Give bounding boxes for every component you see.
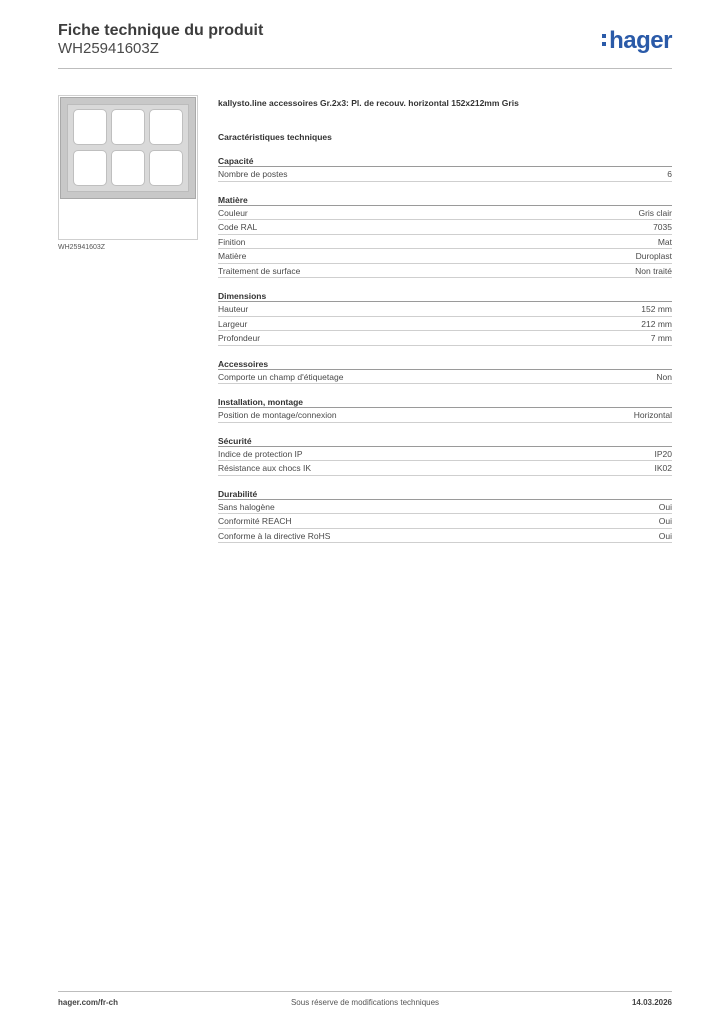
spec-group-title: Capacité <box>218 155 672 167</box>
spec-group <box>218 435 672 476</box>
spec-value: Horizontal <box>633 410 672 420</box>
image-caption: WH25941603Z <box>58 244 106 251</box>
spec-value: 7035 <box>653 222 672 232</box>
cover-plate-cell <box>73 109 107 145</box>
spec-row <box>218 370 672 385</box>
spec-value: Oui <box>658 501 672 512</box>
header-divider <box>58 68 672 69</box>
spec-row <box>218 302 672 317</box>
logo-dots-icon <box>602 32 607 48</box>
cover-plate-cell <box>149 150 183 186</box>
spec-value: 212 mm <box>641 318 672 329</box>
page-title: Fiche technique du produit <box>58 22 264 39</box>
spec-row <box>218 317 672 332</box>
spec-label: Matière <box>218 251 247 261</box>
footer-website: hager.com/fr-ch <box>58 998 119 1007</box>
cover-plate-cell <box>111 109 145 145</box>
spec-value: IP20 <box>654 448 672 459</box>
spec-group-title: Dimensions <box>218 290 672 302</box>
spec-label: Largeur <box>218 318 248 329</box>
spec-value: 152 mm <box>641 304 672 314</box>
footer-notice: Sous réserve de modifications techniques <box>290 998 440 1007</box>
spec-row <box>218 331 672 346</box>
spec-row <box>218 461 672 476</box>
spec-row <box>218 167 672 182</box>
footer-divider <box>58 991 672 992</box>
spec-value: Oui <box>658 516 672 526</box>
spec-group-title: Sécurité <box>218 435 672 447</box>
spec-label: Profondeur <box>218 333 261 343</box>
spec-row <box>218 206 672 221</box>
spec-group <box>218 290 672 346</box>
spec-value: IK02 <box>654 463 672 473</box>
spec-group <box>218 358 672 385</box>
spec-row <box>218 529 672 544</box>
page-header <box>58 22 672 70</box>
spec-groups <box>218 155 672 543</box>
spec-group <box>218 194 672 279</box>
product-image <box>60 97 196 199</box>
spec-group <box>218 396 672 423</box>
footer-date: 14.03.2026 <box>631 998 672 1007</box>
spec-row <box>218 447 672 462</box>
spec-label: Nombre de postes <box>218 169 288 179</box>
cover-plate-cell <box>111 150 145 186</box>
spec-label: Sans halogène <box>218 501 275 512</box>
cover-plate-cell <box>149 109 183 145</box>
spec-value: Non traité <box>635 265 672 276</box>
spec-label: Comporte un champ d'étiquetage <box>218 371 344 382</box>
spec-row <box>218 264 672 279</box>
spec-row <box>218 408 672 423</box>
spec-label: Code RAL <box>218 222 258 232</box>
spec-label: Hauteur <box>218 304 249 314</box>
spec-row <box>218 220 672 235</box>
spec-group-title: Matière <box>218 194 672 206</box>
spec-group <box>218 488 672 544</box>
section-heading: Caractéristiques techniques <box>218 132 332 142</box>
spec-group <box>218 155 672 182</box>
spec-row <box>218 514 672 529</box>
product-reference: WH25941603Z <box>58 40 159 57</box>
cover-plate-cell <box>73 150 107 186</box>
spec-label: Finition <box>218 236 246 247</box>
spec-label: Traitement de surface <box>218 265 301 276</box>
spec-row <box>218 249 672 264</box>
spec-label: Conforme à la directive RoHS <box>218 530 331 541</box>
spec-group-title: Accessoires <box>218 358 672 370</box>
hager-logo <box>602 27 672 55</box>
spec-value: 7 mm <box>650 333 672 343</box>
spec-label: Indice de protection IP <box>218 448 303 459</box>
spec-value: 6 <box>667 169 672 179</box>
spec-value: Oui <box>658 530 672 541</box>
spec-row <box>218 235 672 250</box>
spec-label: Position de montage/connexion <box>218 410 337 420</box>
spec-value: Gris clair <box>638 207 672 218</box>
spec-value: Duroplast <box>635 251 672 261</box>
product-description: kallysto.line accessoires Gr.2x3: Pl. de recouv. horizontal 152x212mm Gris <box>218 98 519 108</box>
spec-group-title: Durabilité <box>218 488 672 500</box>
spec-content <box>218 97 672 543</box>
spec-value: Mat <box>657 236 672 247</box>
logo-text: hager <box>609 27 672 54</box>
spec-row <box>218 500 672 515</box>
spec-value: Non <box>656 371 672 382</box>
spec-label: Conformité REACH <box>218 516 292 526</box>
spec-label: Couleur <box>218 207 248 218</box>
spec-label: Résistance aux chocs IK <box>218 463 312 473</box>
spec-group-title: Installation, montage <box>218 396 672 408</box>
cover-plate-icon <box>67 104 189 192</box>
